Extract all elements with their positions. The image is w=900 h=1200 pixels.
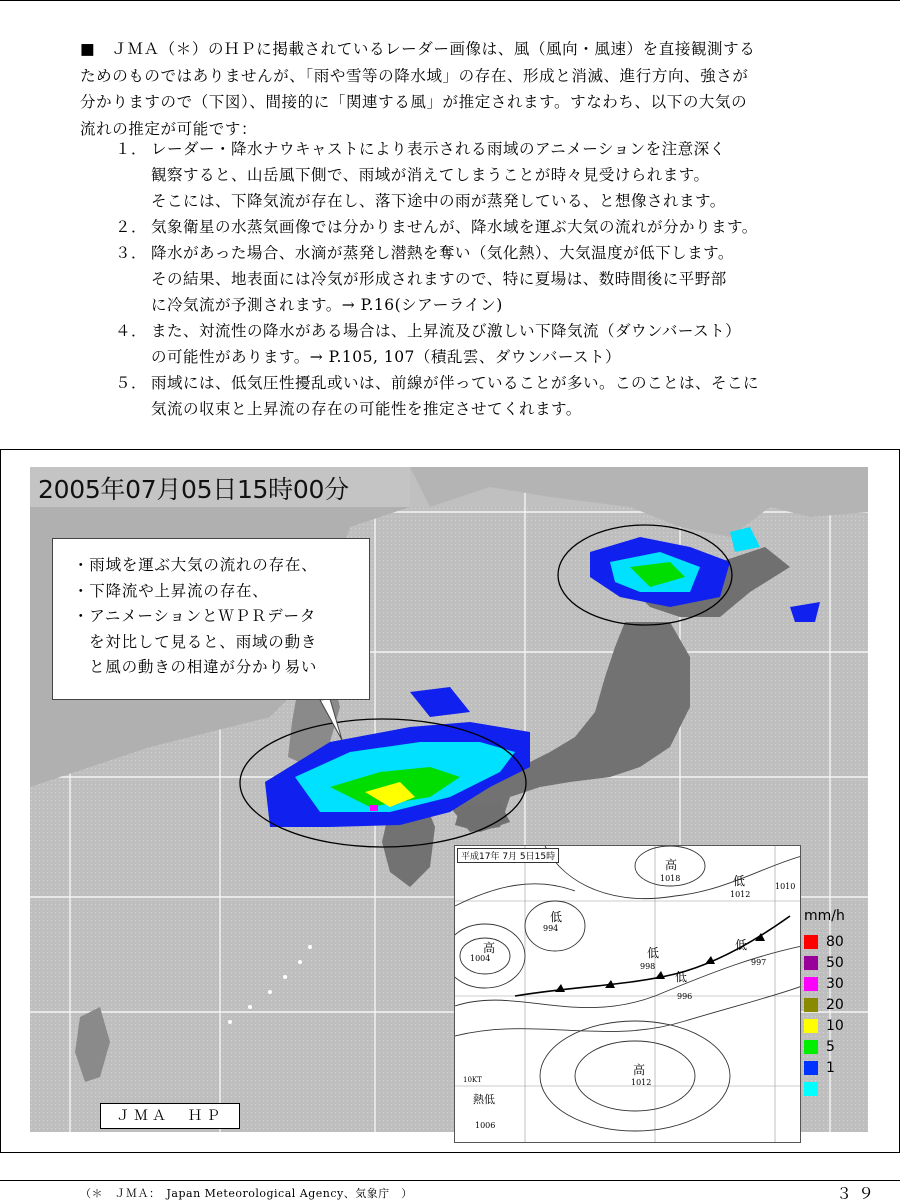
label-low-northeast-pressure: 1012 [730, 890, 751, 899]
list-text: また、対流性の降水がある場合は、上昇流及び激しい下降気流（ダウンバースト） [151, 322, 742, 340]
legend-swatch [804, 998, 818, 1012]
legend-swatch [804, 1061, 818, 1075]
label-tropical-low-pressure: 1006 [475, 1121, 496, 1130]
label-high-south-pressure: 1012 [631, 1078, 652, 1087]
label-low-c-pressure: 996 [677, 992, 693, 1001]
weather-chart-title: 平成17年 7月 5日15時 [457, 848, 559, 863]
label-northeast-pressure: 1010 [775, 882, 796, 891]
list-continuation: 気流の収束と上昇流の存在の可能性を推定させてくれます。 [151, 400, 582, 418]
callout-box [52, 538, 370, 700]
list-item-5 [115, 370, 885, 396]
source-label: ＪＭＡ ＨＰ [100, 1103, 240, 1129]
legend-entry [804, 1058, 864, 1077]
top-rule [0, 0, 900, 1]
legend-swatch [804, 1019, 818, 1033]
list-item-1 [115, 136, 885, 162]
bottom-rule [0, 1180, 900, 1181]
label-tropical-low: 熱低 [473, 1093, 495, 1106]
list-number: １． [115, 140, 148, 158]
legend-entry [804, 932, 864, 951]
intro-line: 分かりますので（下図）、間接的に「関連する風」が推定されます。すなわち、以下の大気の [80, 93, 748, 111]
legend-swatch [804, 935, 818, 949]
legend-value: 80 [826, 933, 844, 950]
list-text: 雨域には、低気圧性擾乱或いは、前線が伴っていることが多い。このことは、そこに [151, 374, 760, 392]
list-number: ５． [115, 374, 148, 392]
label-low-d-pressure: 997 [751, 958, 767, 967]
legend-unit: mm/h [804, 908, 845, 924]
numbered-list [115, 136, 885, 422]
list-number: ２． [115, 218, 148, 236]
legend-value: 20 [826, 996, 844, 1013]
label-low-a: 低 [550, 910, 563, 924]
list-text: 降水があった場合、水滴が蒸発し潜熱を奪い（気化熱）、大気温度が低下します。 [151, 244, 734, 262]
list-text: レーダー・降水ナウキャストにより表示される雨域のアニメーションを注意深く [151, 140, 726, 158]
label-high-west-pressure: 1004 [470, 954, 491, 963]
list-continuation: 観察すると、山岳風下側で、雨域が消えてしまうことが時々見受けられます。 [151, 166, 710, 184]
callout-line: を対比して見ると、雨域の動き [89, 632, 318, 651]
label-low-c: 低 [675, 970, 688, 984]
page-number: ３９ [836, 1184, 881, 1200]
legend-value: 30 [826, 975, 844, 992]
list-continuation: そこには、下降気流が存在し、落下途中の雨が蒸発している、と想像されます。 [151, 192, 726, 210]
legend-value: 1 [826, 1059, 835, 1076]
list-number: ３． [115, 244, 148, 262]
precip-legend [804, 908, 864, 1100]
legend-entry [804, 1079, 864, 1098]
callout-line: ・雨域を運ぶ大気の流れの存在、 [73, 556, 318, 574]
label-high-north-pressure: 1018 [660, 874, 681, 883]
label-low-northeast: 低 [733, 874, 746, 888]
legend-value: 5 [826, 1038, 835, 1055]
list-continuation: に冷気流が予測されます。→ P.16(シアーライン) [151, 296, 503, 314]
list-text: 気象衛星の水蒸気画像では分かりませんが、降水域を運ぶ大気の流れが分かります。 [151, 218, 758, 236]
label-low-b-pressure: 998 [640, 962, 656, 971]
intro-line: 流れの推定が可能です： [80, 119, 258, 138]
legend-swatch [804, 1040, 818, 1054]
footnote: （＊ ＪＭＡ： Japan Meteorological Agency、気象庁 ） [80, 1187, 413, 1200]
label-high-north: 高 [665, 858, 678, 872]
weather-chart-inset [454, 845, 801, 1143]
legend-entry [804, 1037, 864, 1056]
intro-line: ■ ＪＭＡ（＊）のＨＰに掲載されているレーダー画像は、風（風向・風速）を直接観測する [80, 40, 756, 58]
label-wind-speed: 10KT [463, 1076, 482, 1084]
legend-entry [804, 995, 864, 1014]
callout-line: ・下降流や上昇流の存在、 [73, 581, 269, 600]
callout-line: と風の動きの相違が分かり易い [89, 658, 318, 676]
list-continuation: の可能性があります。→ P.105, 107（積乱雲、ダウンバースト） [151, 348, 622, 366]
list-continuation: その結果、地表面には冷気が形成されますので、特に夏場は、数時間後に平野部 [151, 270, 727, 288]
legend-swatch [804, 977, 818, 991]
list-item-4 [115, 318, 885, 344]
label-high-south: 高 [633, 1063, 646, 1077]
label-low-a-pressure: 994 [543, 924, 559, 933]
legend-entry [804, 974, 864, 993]
radar-timestamp: 2005年07月05日15時00分 [38, 475, 349, 504]
label-low-b: 低 [647, 946, 660, 960]
legend-value: 10 [826, 1017, 844, 1034]
label-low-d: 低 [735, 938, 748, 952]
list-number: ４． [115, 322, 148, 340]
callout-line: ・アニメーションとＷＰＲデータ [73, 607, 317, 625]
legend-entry [804, 1016, 864, 1035]
legend-value: 50 [826, 954, 844, 971]
list-item-2 [115, 214, 885, 240]
legend-entry [804, 953, 864, 972]
intro-line: ためのものではありませんが、「雨や雪等の降水域」の存在、形成と消滅、進行方向、強さが [80, 66, 749, 85]
list-item-3 [115, 240, 885, 266]
label-high-west: 高 [483, 941, 496, 955]
legend-swatch [804, 956, 818, 970]
intro-paragraph [80, 36, 885, 142]
legend-swatch [804, 1082, 818, 1096]
